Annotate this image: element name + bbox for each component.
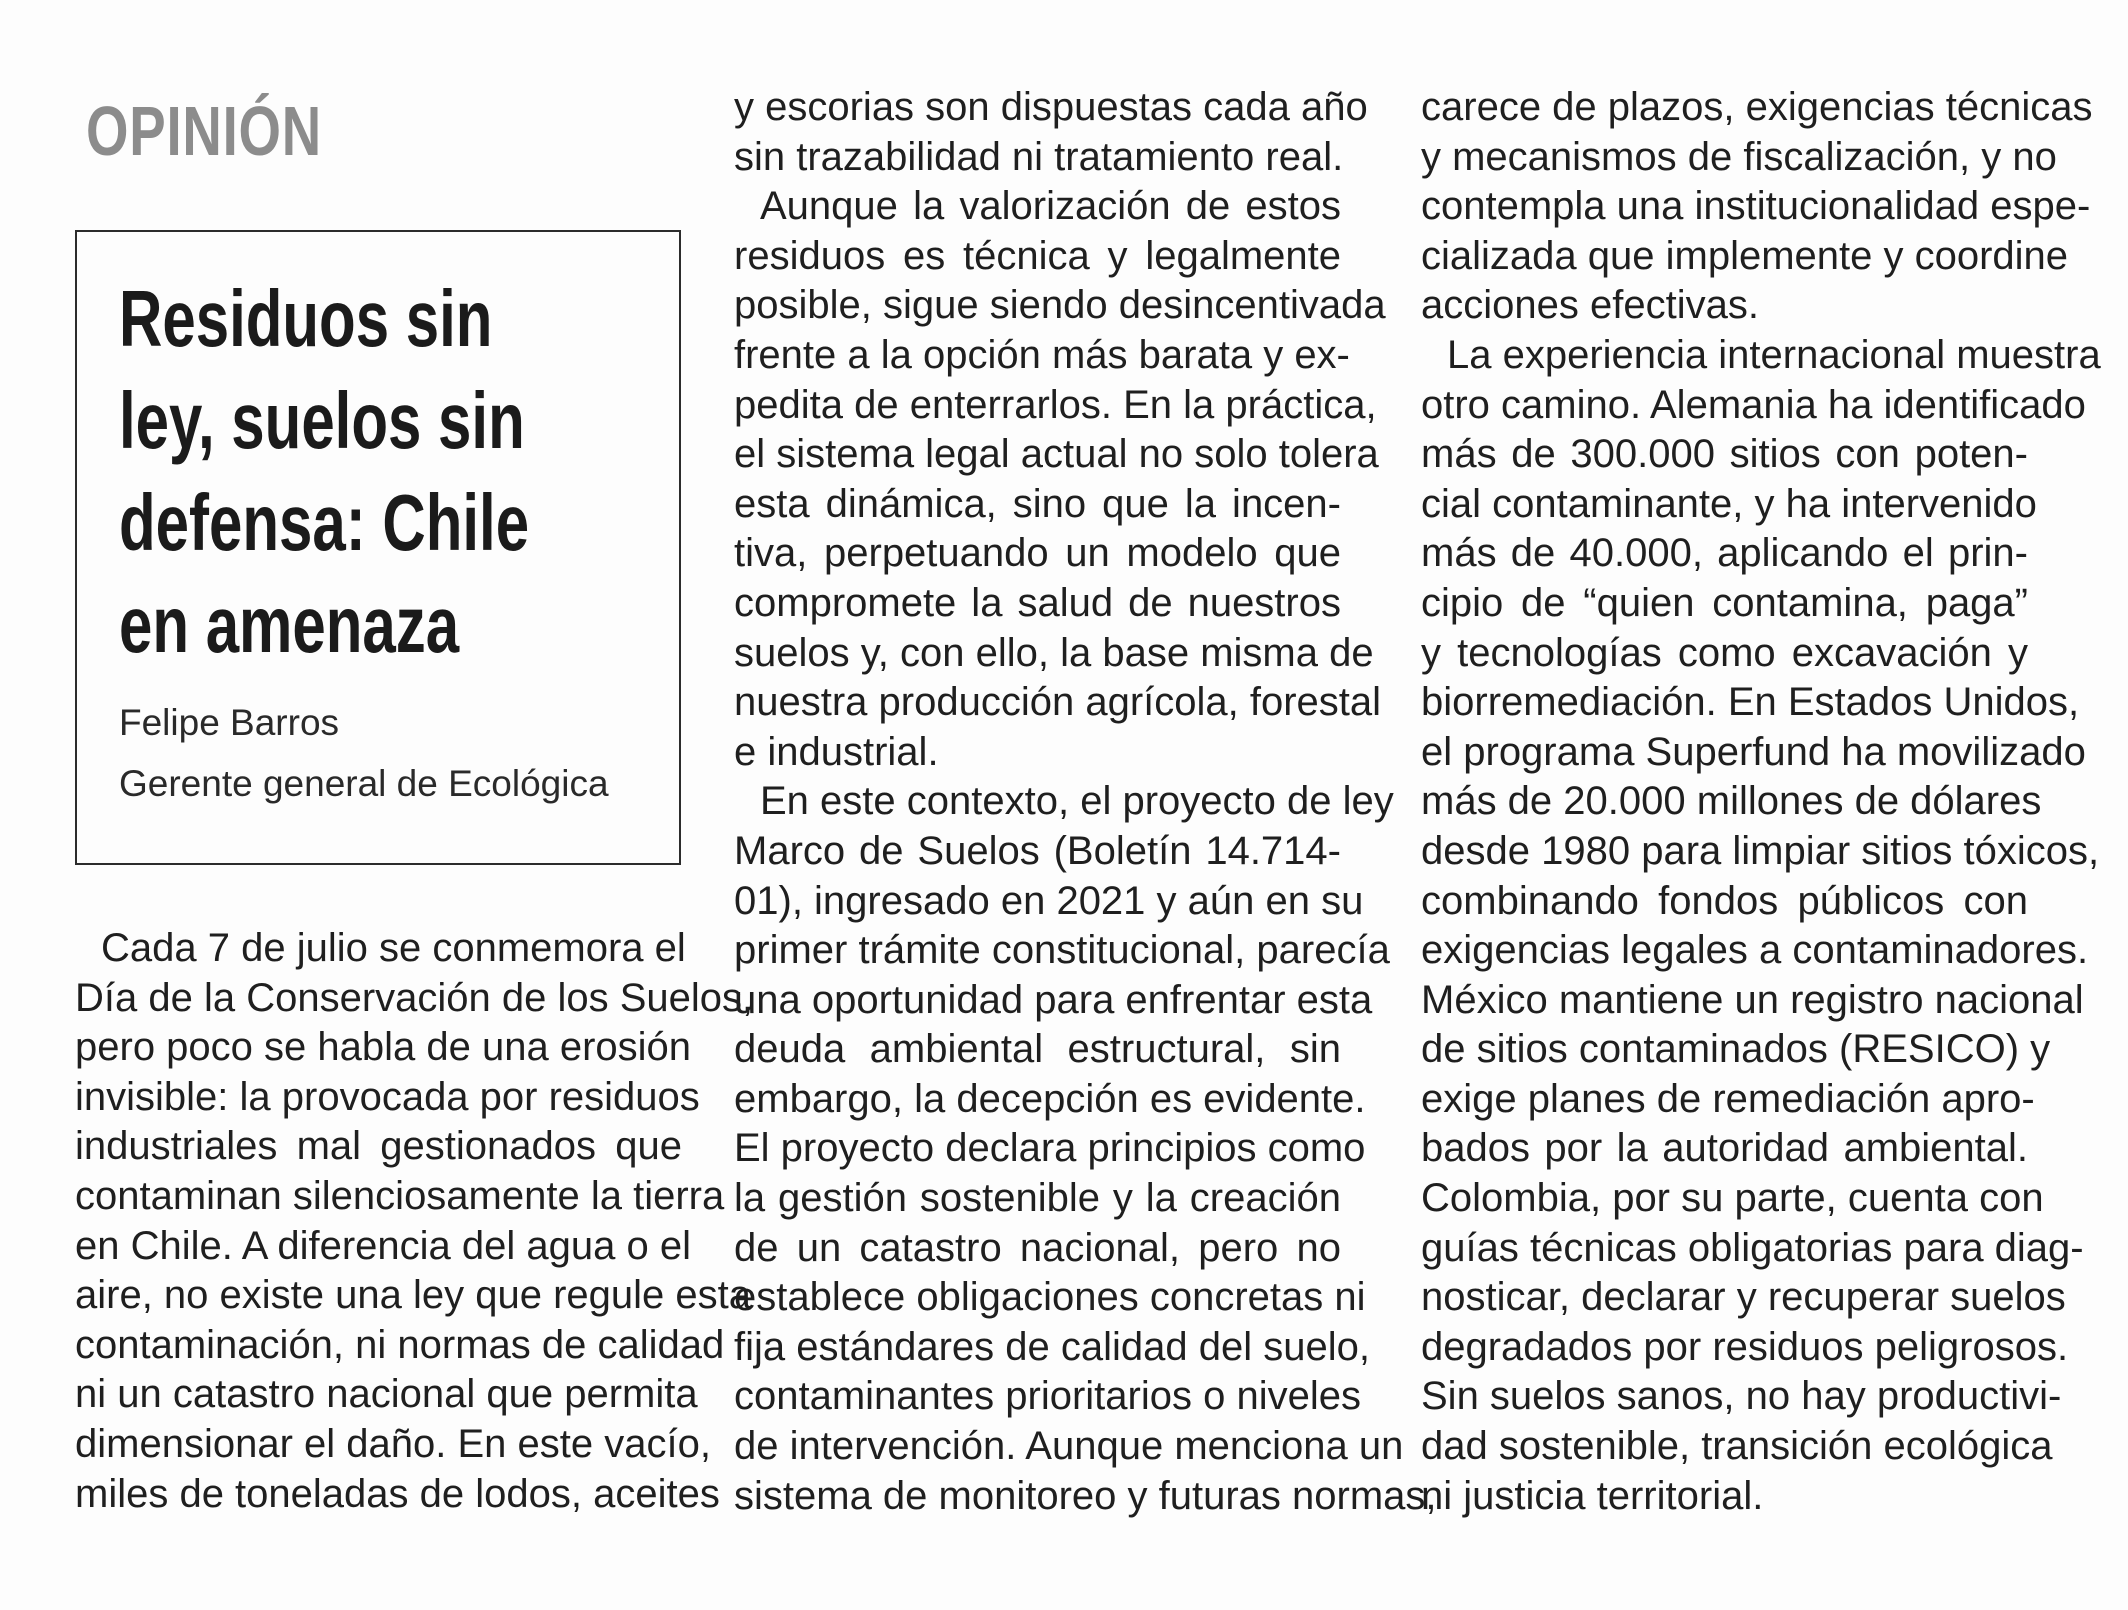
text-line: degradados por residuos peligrosos. (1421, 1324, 2069, 1369)
article-column-2 (734, 83, 1437, 1521)
text-line: y tecnologías como excavación y (1421, 630, 2028, 675)
text-line: dimensionar el daño. En este vacío, (75, 1421, 711, 1466)
text-line: aire, no existe una ley que regule esta (75, 1273, 751, 1318)
text-line: otro camino. Alemania ha identificado (1421, 382, 2086, 427)
text-line: el programa Superfund ha movilizado (1421, 729, 2086, 774)
text-line: esta dinámica, sino que la incen- (734, 481, 1341, 526)
author-title: Gerente general de Ecológica (119, 763, 609, 804)
text-line: nuestra producción agrícola, forestal (734, 680, 1382, 725)
text-line: suelos y, con ello, la base misma de (734, 630, 1374, 675)
text-line: establece obligaciones concretas ni (734, 1275, 1366, 1320)
text-line: primer trámite constitucional, parecía (734, 928, 1390, 973)
paragraph (75, 924, 754, 1519)
text-line: Aunque la valorización de estos (760, 184, 1341, 229)
text-line: carece de plazos, exigencias técnicas (1421, 85, 2093, 129)
text-line: y escorias son dispuestas cada año (734, 85, 1368, 129)
headline-line: en amenaza (119, 580, 460, 669)
text-line: una oportunidad para enfrentar esta (734, 977, 1373, 1022)
article-column-3 (1421, 83, 2101, 1521)
headline-line: ley, suelos sin (119, 376, 525, 465)
paragraph (1421, 331, 2101, 1521)
text-line: embargo, la decepción es evidente. (734, 1076, 1366, 1121)
text-line: de sitios contaminados (RESICO) y (1421, 1027, 2051, 1072)
text-line: la gestión sostenible y la creación (734, 1176, 1341, 1221)
text-line: pero poco se habla de una erosión (75, 1025, 692, 1070)
text-line: contaminación, ni normas de calidad (75, 1322, 725, 1367)
text-line: más de 300.000 sitios con poten- (1421, 432, 2028, 477)
headline-line: defensa: Chile (119, 478, 530, 567)
text-line: nosticar, declarar y recuperar suelos (1421, 1275, 2066, 1320)
text-line: El proyecto declara principios como (734, 1126, 1366, 1171)
text-line: fija estándares de calidad del suelo, (734, 1324, 1370, 1369)
text-line: industriales mal gestionados que (75, 1124, 682, 1169)
text-line: posible, sigue siendo desincentivada (734, 283, 1386, 328)
text-line: sin trazabilidad ni tratamiento real. (734, 134, 1344, 179)
text-line: miles de toneladas de lodos, aceites (75, 1471, 720, 1516)
headline-line: Residuos sin (119, 274, 493, 363)
paragraph (734, 182, 1386, 777)
text-line: biorremediación. En Estados Unidos, (1421, 680, 2080, 725)
paragraph (1421, 83, 2093, 331)
article-column-1 (75, 924, 754, 1519)
text-line: cial contaminante, y ha intervenido (1421, 481, 2037, 526)
author-name: Felipe Barros (119, 702, 340, 743)
text-line: más de 20.000 millones de dólares (1421, 779, 2042, 824)
text-line: contempla una institucionalidad espe- (1421, 184, 2091, 229)
text-line: cializada que implemente y coordine (1421, 233, 2069, 278)
text-line: La experiencia internacional muestra (1447, 332, 2101, 377)
text-line: más de 40.000, aplicando el prin- (1421, 531, 2028, 576)
text-line: frente a la opción más barata y ex- (734, 332, 1350, 377)
headline (119, 268, 674, 676)
paragraph (734, 777, 1437, 1521)
text-line: Colombia, por su parte, cuenta con (1421, 1176, 2044, 1221)
text-line: residuos es técnica y legalmente (734, 233, 1341, 278)
text-line: bados por la autoridad ambiental. (1421, 1126, 2028, 1171)
text-line: deuda ambiental estructural, sin (734, 1027, 1341, 1072)
text-line: e industrial. (734, 729, 939, 774)
text-line: sistema de monitoreo y futuras normas, (734, 1473, 1437, 1518)
text-line: guías técnicas obligatorias para diag- (1421, 1225, 2084, 1270)
text-line: 01), ingresado en 2021 y aún en su (734, 878, 1364, 923)
text-line: invisible: la provocada por residuos (75, 1074, 700, 1119)
text-line: acciones efectivas. (1421, 283, 1759, 328)
text-line: México mantiene un registro nacional (1421, 977, 2084, 1022)
text-line: el sistema legal actual no solo tolera (734, 432, 1379, 477)
headline-box (75, 230, 681, 865)
text-line: contaminan silenciosamente la tierra (75, 1173, 725, 1218)
text-line: exigencias legales a contaminadores. (1421, 928, 2089, 973)
text-line: Cada 7 de julio se conmemora el (101, 926, 686, 970)
text-line: de un catastro nacional, pero no (734, 1225, 1341, 1270)
text-line: En este contexto, el proyecto de ley (760, 779, 1394, 824)
text-line: compromete la salud de nuestros (734, 580, 1341, 625)
text-line: exige planes de remediación apro- (1421, 1076, 2035, 1121)
section-label: OPINIÓN (86, 92, 323, 170)
text-line: cipio de “quien contamina, paga” (1421, 580, 2028, 625)
paragraph (734, 83, 1368, 182)
text-line: de intervención. Aunque menciona un (734, 1424, 1404, 1469)
text-line: ni justicia territorial. (1421, 1473, 1764, 1518)
text-line: y mecanismos de fiscalización, y no (1421, 134, 2057, 179)
text-line: combinando fondos públicos con (1421, 878, 2028, 923)
text-line: Marco de Suelos (Boletín 14.714- (734, 828, 1341, 873)
text-line: desde 1980 para limpiar sitios tóxicos, (1421, 828, 2100, 873)
text-line: Día de la Conservación de los Suelos, (75, 975, 754, 1020)
text-line: contaminantes prioritarios o niveles (734, 1374, 1361, 1419)
byline (119, 692, 609, 814)
text-line: dad sostenible, transición ecológica (1421, 1424, 2053, 1469)
text-line: Sin suelos sanos, no hay productivi- (1421, 1374, 2062, 1419)
text-line: en Chile. A diferencia del agua o el (75, 1223, 691, 1268)
text-line: pedita de enterrarlos. En la práctica, (734, 382, 1377, 427)
text-line: ni un catastro nacional que permita (75, 1372, 698, 1417)
text-line: tiva, perpetuando un modelo que (734, 531, 1341, 576)
